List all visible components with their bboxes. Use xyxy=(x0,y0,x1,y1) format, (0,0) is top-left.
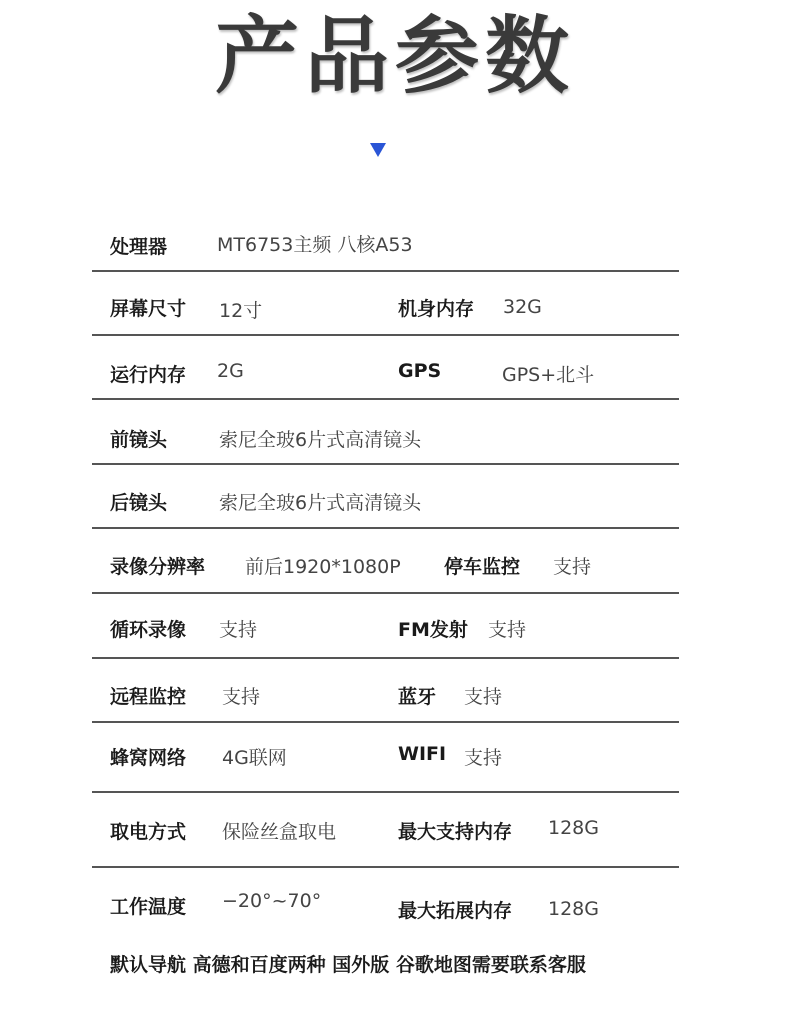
spec-label: 最大支持内存 xyxy=(398,821,513,843)
spec-value: 支持 xyxy=(488,619,527,641)
spec-label: 蜂窝网络 xyxy=(110,747,187,769)
spec-value: 支持 xyxy=(553,556,592,578)
spec-value: 128G xyxy=(548,898,599,920)
spec-row xyxy=(92,594,679,659)
spec-row xyxy=(92,868,679,940)
spec-label: WIFI xyxy=(398,743,447,765)
spec-value: 128G xyxy=(548,817,599,839)
spec-label: 停车监控 xyxy=(444,556,521,578)
spec-row xyxy=(92,400,679,465)
spec-row xyxy=(92,793,679,868)
page-title: 产品参数 xyxy=(214,7,575,105)
spec-label: 后镜头 xyxy=(110,492,168,514)
spec-label: 机身内存 xyxy=(398,298,475,320)
spec-value: 索尼全玻6片式高清镜头 xyxy=(219,492,422,514)
spec-label: 前镜头 xyxy=(110,429,168,451)
spec-row xyxy=(92,529,679,594)
spec-label: 最大拓展内存 xyxy=(398,900,513,922)
spec-table xyxy=(92,212,679,940)
spec-value: 32G xyxy=(503,296,542,318)
footer-note: 默认导航 高德和百度两种 国外版 谷歌地图需要联系客服 xyxy=(110,954,586,976)
spec-value: GPS+北斗 xyxy=(502,364,595,386)
spec-label: 循环录像 xyxy=(110,619,187,641)
spec-value: 支持 xyxy=(464,686,503,708)
spec-value: 支持 xyxy=(222,686,261,708)
chevron-down-icon xyxy=(370,143,386,157)
spec-row xyxy=(92,272,679,336)
spec-value: 前后1920*1080P xyxy=(245,556,401,578)
spec-label: FM发射 xyxy=(398,619,468,641)
spec-label: 录像分辨率 xyxy=(110,556,206,578)
spec-row xyxy=(92,212,679,272)
spec-value: 12寸 xyxy=(219,300,263,322)
spec-value: 支持 xyxy=(464,747,503,769)
spec-value: 2G xyxy=(217,360,244,382)
spec-label: 屏幕尺寸 xyxy=(110,298,187,320)
spec-row xyxy=(92,465,679,529)
spec-value: 4G联网 xyxy=(222,747,287,769)
spec-label: 处理器 xyxy=(110,236,168,258)
spec-label: 工作温度 xyxy=(110,896,187,918)
spec-row xyxy=(92,336,679,400)
spec-label: 远程监控 xyxy=(110,686,187,708)
spec-row xyxy=(92,659,679,723)
spec-value: −20°~70° xyxy=(222,890,322,912)
spec-value: 索尼全玻6片式高清镜头 xyxy=(219,429,422,451)
spec-label: 取电方式 xyxy=(110,821,187,843)
spec-value: 保险丝盒取电 xyxy=(222,821,337,843)
spec-label: GPS xyxy=(398,360,442,382)
spec-value: MT6753主频 八核A53 xyxy=(217,234,413,256)
spec-row xyxy=(92,723,679,793)
spec-value: 支持 xyxy=(219,619,258,641)
spec-label: 运行内存 xyxy=(110,364,187,386)
spec-label: 蓝牙 xyxy=(398,686,437,708)
